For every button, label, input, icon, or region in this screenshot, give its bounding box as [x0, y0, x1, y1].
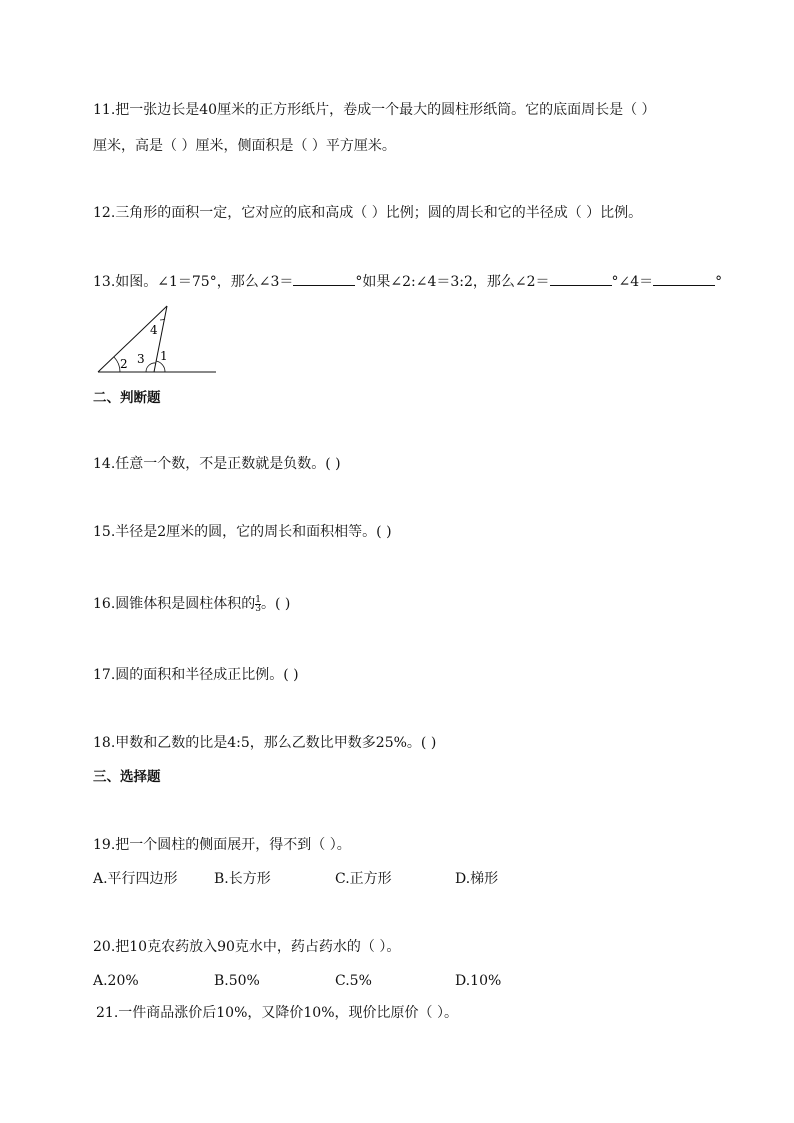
q20-option-c[interactable]: C.5% — [335, 973, 372, 989]
answer-blank-angle-2[interactable] — [550, 272, 612, 286]
question-18: 18.甲数和乙数的比是4:5，那么乙数比甲数多25%。( ) — [93, 735, 437, 751]
answer-blank-angle-4[interactable] — [653, 272, 715, 286]
section-3-heading: 三、选择题 — [93, 769, 161, 785]
q20-option-a[interactable]: A.20% — [93, 973, 139, 989]
question-17: 17.圆的面积和半径成正比例。( ) — [93, 667, 299, 683]
question-13-part-4: ° — [715, 274, 723, 290]
answer-blank-angle-3[interactable] — [293, 272, 355, 286]
question-16-end: 。( ) — [261, 596, 291, 612]
q20-option-d[interactable]: D.10% — [455, 973, 502, 989]
label-angle-4: 4 — [150, 323, 158, 337]
q19-option-d[interactable]: D.梯形 — [455, 871, 499, 887]
question-21: 21.一件商品涨价后10%，又降价10%，现价比原价（ ）。 — [96, 1005, 458, 1021]
question-12: 12.三角形的面积一定，它对应的底和高成（ ）比例；圆的周长和它的半径成（ ）比例。 — [93, 205, 643, 221]
question-13-part-1: 13.如图。∠1＝75°，那么∠3＝ — [93, 274, 294, 290]
question-20: 20.把10克农药放入90克水中，药占药水的（ ）。 — [93, 939, 401, 955]
q19-option-a[interactable]: A.平行四边形 — [93, 871, 178, 887]
left-side-line — [98, 306, 167, 372]
question-11-line-1: 11.把一张边长是40厘米的正方形纸片，卷成一个最大的圆柱形纸筒。它的底面周长是（ ） — [93, 102, 656, 118]
q20-option-b[interactable]: B.50% — [214, 973, 260, 989]
question-13 — [93, 272, 722, 292]
question-16-text: 16.圆锥体积是圆柱体积的 — [93, 596, 256, 612]
question-16 — [93, 594, 290, 614]
label-angle-1: 1 — [160, 349, 168, 363]
question-19: 19.把一个圆柱的侧面展开，得不到（ ）。 — [93, 837, 351, 853]
fraction-denominator: 3 — [255, 603, 261, 614]
question-13-part-2: °如果∠2:∠4＝3:2，那么∠2＝ — [355, 274, 550, 290]
question-11-line-2: 厘米，高是（ ）厘米，侧面积是（ ）平方厘米。 — [93, 138, 396, 154]
section-2-heading: 二、判断题 — [93, 390, 161, 406]
label-angle-3: 3 — [137, 352, 145, 366]
q19-option-c[interactable]: C.正方形 — [335, 871, 392, 887]
label-angle-2: 2 — [120, 357, 128, 371]
question-13-part-3: °∠4＝ — [611, 274, 654, 290]
fraction-numerator: 1 — [255, 594, 261, 605]
question-14: 14.任意一个数，不是正数就是负数。( ) — [93, 456, 341, 472]
angle-figure — [96, 300, 220, 378]
q19-option-b[interactable]: B.长方形 — [214, 871, 271, 887]
question-15: 15.半径是2厘米的圆，它的周长和面积相等。( ) — [93, 524, 392, 540]
